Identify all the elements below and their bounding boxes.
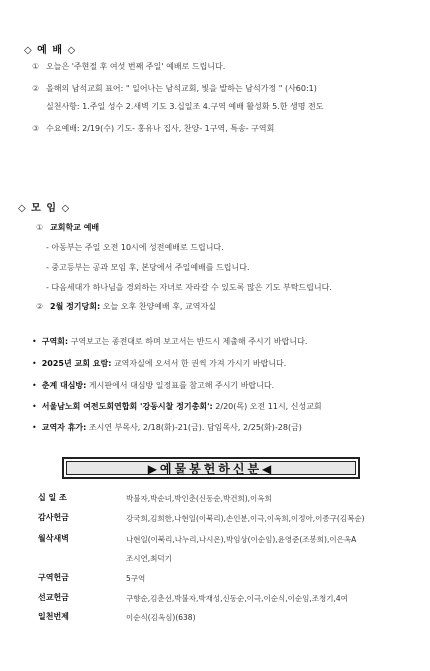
offering-value: 강국희,김희한,나현일(이북리),손인분,이극,이옥희,이정아,이종구(김복순)	[126, 514, 365, 523]
notice-text: 게시판에서 대심방 일정표를 참고해 주시기 바랍니다.	[88, 381, 275, 390]
notice-text: 조시연 부목사, 2/18(화)-21(금). 담임목사, 2/25(화)-28(금)	[88, 423, 302, 432]
worship-item-practices	[46, 101, 324, 112]
worship-item-2	[32, 83, 317, 94]
offering-label: 선교헌금	[38, 593, 69, 602]
offerings-banner	[62, 457, 360, 479]
offerings-banner-title: ▶예물봉헌하신분◀	[66, 461, 356, 475]
worship-item-3	[32, 123, 274, 134]
bullet-icon: •	[32, 423, 37, 432]
worship-item-text: 오늘은 '주현절 후 여섯 번째 주일' 예배로 드립니다.	[46, 62, 226, 71]
item-number: ①	[36, 223, 44, 232]
notice-label: 교역자 휴가:	[41, 423, 87, 432]
offering-value: 나현일(이북리,나누리,나시온),박임상(이순임),윤영준(조봉희),이은옥A	[126, 535, 357, 544]
session-meeting-text: 오늘 오후 찬양예배 후, 교역자실	[102, 302, 216, 311]
bullet-icon: •	[32, 359, 37, 368]
notice-label: 춘계 대심방:	[41, 381, 87, 390]
bullet-icon: •	[32, 337, 37, 346]
notice-text: 2/20(목) 오전 11시, 신성교회	[215, 402, 322, 411]
notice-item	[32, 422, 302, 433]
notice-item	[32, 380, 274, 391]
gathering-section-title: ◇ 모 임 ◇	[18, 203, 71, 214]
church-school-item: - 다음세대가 하나님을 경외하는 자녀로 자라갈 수 있도록 많은 기도 부탁드립니다.	[46, 283, 332, 292]
notice-text: 교역자실에 오셔서 한 권씩 가져 가시기 바랍니다.	[113, 359, 287, 368]
offering-label: 감사헌금	[38, 513, 69, 522]
worship-item-text: 실천사항: 1.주일 성수 2.새벽 기도 3.십일조 4.구역 예배 활성화 5.한 생명 전도	[46, 102, 324, 111]
worship-item-text: 수요예배: 2/19(수) 기도- 홍유나 집사, 찬양- 1구역, 특송- 구역회	[46, 124, 275, 133]
item-number: ②	[32, 84, 40, 93]
offering-value: 박불자,박순녀,박인춘(신동순,박건희),이옥희	[126, 494, 272, 503]
church-school-title: 교회학교 예배	[50, 223, 100, 232]
session-meeting-label: 2월 정기당회:	[50, 302, 101, 311]
offering-value: 이순식(김옥심)(638)	[126, 613, 196, 622]
notice-text: 구역보고는 종전대로 하며 보고서는 반드시 제출해 주시기 바랍니다.	[70, 337, 308, 346]
church-school-heading	[36, 222, 99, 233]
session-meeting	[36, 301, 216, 312]
notice-item	[32, 401, 322, 412]
offering-label: 십 일 조	[38, 493, 67, 502]
worship-item-text: 올해의 남석교회 표어: " 일어나는 남석교회, 빛을 발하는 남석가정 " (사60:1)	[46, 84, 317, 93]
worship-section-title: ◇ 예 배 ◇	[24, 45, 77, 56]
bullet-icon: •	[32, 402, 37, 411]
offering-value: 조시연,최덕기	[126, 554, 172, 563]
bullet-icon: •	[32, 381, 37, 390]
worship-item-1	[32, 61, 225, 72]
notice-label: 서울남노회 여전도회연합회 '강동시찰 정기총회':	[41, 402, 213, 411]
offering-label: 구역헌금	[38, 573, 69, 582]
item-number: ③	[32, 124, 40, 133]
notice-label: 2025년 교회 요람:	[41, 359, 112, 368]
notice-item	[32, 336, 307, 347]
notice-label: 구역회:	[41, 337, 69, 346]
notice-item	[32, 358, 286, 369]
church-school-item: - 중고등부는 공과 모임 후, 본당에서 주일예배를 드립니다.	[46, 263, 250, 272]
item-number: ②	[36, 302, 44, 311]
church-school-item: - 아동부는 주일 오전 10시에 성전예배로 드립니다.	[46, 243, 224, 252]
offering-label: 월삭새벽	[38, 534, 69, 543]
offering-value: 5구역	[126, 574, 146, 583]
offering-label: 일천번제	[38, 612, 69, 621]
offering-value: 구향순,김춘선,박불자,박재성,신동순,이극,이순식,이순임,조청기,4여	[126, 594, 348, 603]
item-number: ①	[32, 62, 40, 71]
